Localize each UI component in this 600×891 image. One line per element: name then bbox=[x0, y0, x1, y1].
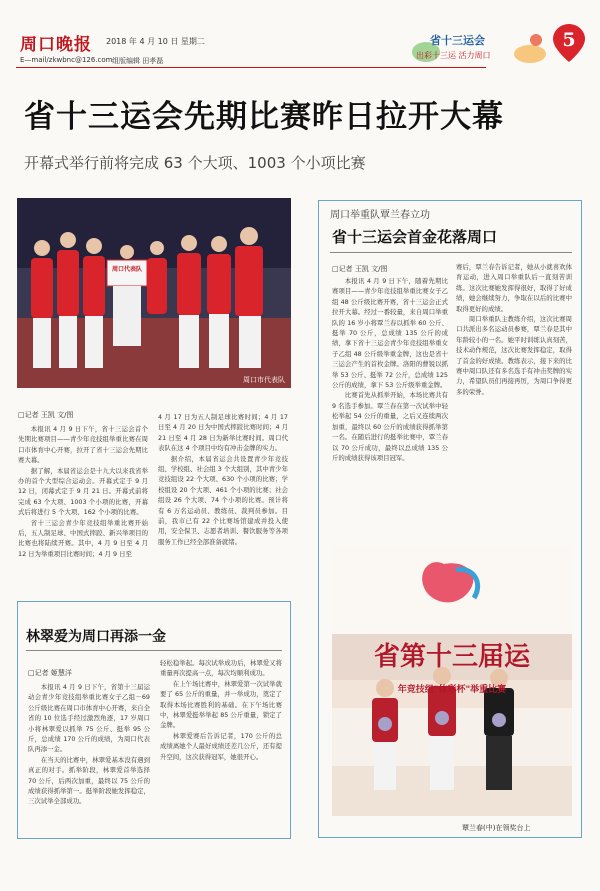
main-headline: 省十三运会先期比赛昨日拉开大幕 bbox=[24, 99, 504, 135]
photo-caption: 周口市代表队 bbox=[243, 376, 285, 384]
story3-rule bbox=[26, 650, 282, 651]
newspaper-logo: 周口晚报 bbox=[20, 35, 92, 55]
team-sign: 周口代表队 bbox=[111, 266, 142, 273]
issue-date: 2018 年 4 月 10 日 星期二 bbox=[106, 37, 205, 46]
paragraph: 据介绍，本届省运会共设置青少年竞技组、学校组、社会组 3 个大组别，其中青少年竞技组设 22 个大项、630 个小项的比赛；学校组设 20 个大项、461 个小项的比赛；社会组设 26 个大项、74 个小项的比赛。预计将有 6 万名运动员、教练员、裁判员参加。目前，我市已有 22 个比赛场馆建成并投入使用，安全保卫、志愿者培训、餐饮服务等各项服务工作已经全部准备就绪。 bbox=[158, 454, 288, 546]
paragraph: 比赛首先从抓举开始，本场比赛共有 9 名选手参加。覃兰春在第一次试举中轻松举起 54 公斤的重量，之后又连续两次加重，最终以 60 公斤的成绩获得抓举第一名。在随后进行的挺举比赛中，覃兰春以 70 公斤成功，最终以总成绩 135 公斤的成绩获得该项目冠军。 bbox=[332, 391, 448, 462]
story1-byline: □记者 王凯 文/图 bbox=[18, 411, 74, 419]
contact-email: E—mail/zkwbnc@126.com bbox=[20, 56, 113, 64]
paragraph: 林翠爱赛后告诉记者，170 公斤的总成绩离她个人最好成绩还差几公斤，还有提升空间，这次获得冠军，她很开心。 bbox=[160, 731, 282, 761]
layout-editor: 组版编辑 田孝磊 bbox=[112, 57, 164, 65]
story3-headline: 林翠爱为周口再添一金 bbox=[26, 629, 166, 645]
paragraph: 本报讯 4 月 9 日下午，省第十三届运动会青少年竞技组举重比赛女子乙组－69 公斤级比赛在周口市体育中心开赛，来自全省的 10 位选手经过激烈角逐，17 岁周口小将林翠爱以抓举 75 公斤、挺举 95 公斤，总成绩 170 公斤的成绩，为周口代表队再添一金。 bbox=[28, 683, 150, 754]
paragraph: 据了解，本届省运会是十九大以来我省举办的首个大型综合运动会。开幕式定于 9 月 12 日，闭幕式定于 9 月 21 日。开幕式前将完成 63 个大项、1003 个小项的比赛，开幕式后将进行 5 个大项、162 个小项的比赛。 bbox=[18, 466, 148, 517]
story2-column-2 bbox=[456, 262, 572, 538]
paragraph: 周口举重队主教练介绍，这次比赛周口共派出多名运动员参赛，覃兰春是其中年龄较小的一名。她平时训练认真刻苦，技术动作规范，这次比赛发挥稳定，取得了首金的好成绩。教练表示，接下来的比赛中周口队还有多名选手有冲击奖牌的实力，希望队员们再接再厉，为周口争得更多的荣誉。 bbox=[456, 315, 572, 396]
banner-motto: 出彩十三运 活力周口 bbox=[416, 51, 491, 60]
paragraph: 本报讯 4 月 9 日下午，省十三运会首个先期比赛项目——青少年竞技组举重比赛在周口市体育中心开赛，拉开了省十三运会先期比赛大幕。 bbox=[18, 425, 148, 465]
podium-caption: 覃兰春(中)在领奖台上 bbox=[462, 824, 531, 832]
story2-rule bbox=[330, 252, 572, 253]
page-number: 5 bbox=[562, 29, 576, 51]
story3-column-1 bbox=[28, 682, 150, 832]
story2-headline: 省十三运会首金花落周口 bbox=[332, 228, 498, 246]
page-number-badge bbox=[553, 24, 585, 56]
story1-column-2 bbox=[158, 412, 288, 587]
team-photo bbox=[17, 198, 291, 388]
podium-subbanner: 年竞技组"体彩杯"举重比赛 bbox=[397, 685, 507, 695]
story1-column-1 bbox=[18, 424, 148, 592]
story2-column-1 bbox=[332, 276, 448, 538]
paragraph: 省十三运会青少年竞技组举重比赛开始后，五人制足球、中国式摔跤、新兴举项目的比赛也将陆续开赛。其中，4 月 9 日至 4 月 12 日为举重项目比赛时间；4 月 9 日至 bbox=[18, 518, 148, 558]
paragraph: 在上午场比赛中，林翠爱第一次试举就要了 65 公斤的重量，并一举成功，奠定了取得本场比赛胜利的基础。在下午场比赛中，林翠爱挺举举起 85 公斤重量，锁定了金牌。 bbox=[160, 679, 282, 730]
story2-kicker: 周口举重队覃兰春立功 bbox=[330, 210, 430, 221]
banner-title: 省十三运会 bbox=[430, 34, 485, 47]
story3-column-2 bbox=[160, 658, 282, 832]
story2-byline: □记者 王凯 文/图 bbox=[332, 265, 388, 273]
header-rule bbox=[16, 67, 486, 68]
paragraph: 在当天的比赛中，林翠爱基本没有遇到真正的对手。抓举阶段，林翠爱首举选择 70 公斤，后两次加重，最终以 75 公斤的成绩获得抓举第一。挺举阶段她发挥稳定，三次试举全部成功。 bbox=[28, 755, 150, 806]
story3-byline: □记者 姬慧洋 bbox=[28, 669, 72, 677]
podium-photo bbox=[332, 546, 572, 816]
main-subheadline: 开幕式举行前将完成 63 个大项、1003 个小项比赛 bbox=[24, 154, 366, 172]
paragraph: 4 月 17 日为五人制足球比赛时间；4 月 17 日至 4 月 20 日为中国式摔跤比赛时间；4 月 21 日至 4 月 28 日为新举比赛时间。周口代表队在这 4 个项目中均有冲击金牌的实力。 bbox=[158, 413, 288, 453]
games-banner bbox=[408, 30, 548, 66]
paragraph: 赛后，覃兰春告诉记者，她从小就喜欢体育运动，进入周口举重队后一直刻苦训练。这次比赛她发挥得很好，取得了好成绩，她会继续努力，争取在以后的比赛中取得更好的成绩。 bbox=[456, 263, 572, 313]
podium-banner: 省第十三届运 bbox=[373, 642, 530, 672]
paragraph: 轻松稳举起。每次试举成功后，林翠爱又将重量再次提高一点，每次均顺利成功。 bbox=[160, 659, 282, 678]
paragraph: 本报讯 4 月 9 日下午，随着先期比赛项目——青少年竞技组举重比赛女子乙组 48 公斤级比赛开赛，省十三运会正式拉开大幕。经过一番较量，来自周口举重队的 16 岁小将覃兰春以抓举 60 公斤、挺举 70 公斤，总成绩 135 公斤的成绩，拿下省十三运会青少年竞技组举重女子乙组 48 公斤级举重金牌，这也是省十三运会产生的首枚金牌。洛阳的曹锐以抓举 53 公斤、挺举 72 公斤，总成绩 125 公斤的成绩，拿下 53 公斤级举重金牌。 bbox=[332, 277, 448, 390]
